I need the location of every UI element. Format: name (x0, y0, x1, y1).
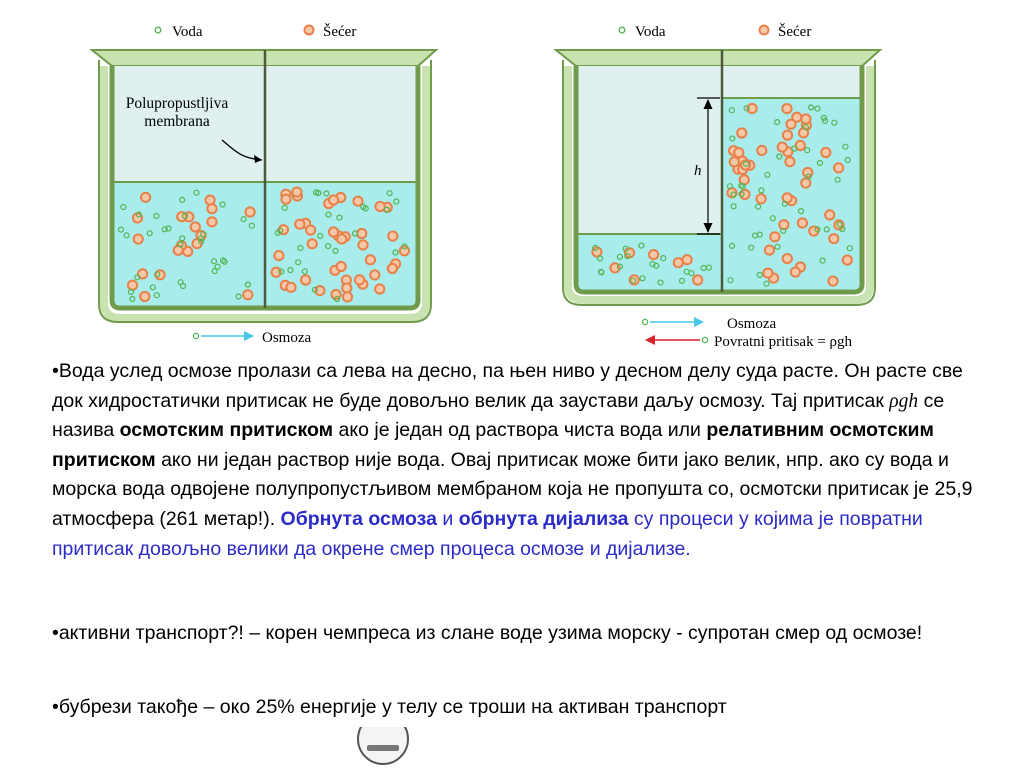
sugar-particle (783, 131, 792, 140)
rho-symbol: ρ (889, 390, 899, 412)
sugar-particle (355, 275, 364, 284)
sugar-particle (292, 188, 301, 197)
osmosis-legend-right (642, 316, 776, 332)
sugar-particle (801, 179, 810, 188)
sugar-particle (734, 148, 743, 157)
p1-text-d: ако ни један раствор није вода. Овај притисак може бити јако велик, нпр. ако су вода и морска вода одвојене полупропустљивом мембраном која не пропушта со, осмотски притисак је 25,9 атмосфера (261 метар!). (52, 448, 973, 530)
sugar-particle (370, 270, 379, 279)
term-relative-osmotic-pressure: релативним осмотским притиском (52, 419, 934, 471)
sugar-particle (207, 217, 216, 226)
p1-and: и (436, 507, 459, 530)
sugar-particle (791, 268, 800, 277)
sugar-particle (798, 218, 807, 227)
sugar-particle (342, 283, 351, 292)
legend-sugar-label: Šećer (778, 24, 812, 40)
sugar-particle (809, 227, 818, 236)
term-reverse-dialysis: обрнута дијализа (458, 507, 629, 530)
sugar-particle (843, 256, 852, 265)
sugar-particle (353, 197, 362, 206)
university-seal (357, 727, 409, 767)
membrane-label-line2: membrana (144, 113, 210, 130)
osmosis-diagram (0, 0, 1024, 355)
sugar-particle (376, 202, 385, 211)
sugar-particle (821, 148, 830, 157)
sugar-particle (295, 220, 304, 229)
sugar-particle (400, 246, 409, 255)
sugar-particle (765, 246, 774, 255)
legend-top-right (619, 23, 811, 40)
sugar-particle (763, 269, 772, 278)
sugar-particle (834, 163, 843, 172)
sugar-particle (388, 264, 397, 273)
sugar-particle (388, 232, 397, 241)
sugar-legend-dot (305, 26, 314, 35)
right-beaker (556, 50, 880, 305)
sugar-particle (782, 104, 791, 113)
water-legend-dot (155, 27, 161, 33)
sugar-particle (829, 234, 838, 243)
sugar-particle (301, 275, 310, 284)
sugar-particle (730, 157, 739, 166)
p1-text-b: се назива (52, 389, 945, 442)
sugar-particle (375, 284, 384, 293)
sugar-particle (778, 143, 787, 152)
paragraph-active-transport: •активни транспорт?! – корен чемпреса из слане воде узима морску - супротан смер од осмозе! (52, 622, 923, 644)
gh-symbol: gh (898, 390, 919, 412)
sugar-particle (343, 292, 352, 301)
sugar-particle (358, 240, 367, 249)
water-legend-dot (619, 27, 625, 33)
sugar-particle (683, 255, 692, 264)
back-pressure-legend (645, 334, 853, 350)
left-beaker (92, 50, 436, 322)
osmosis-label: Osmoza (262, 330, 312, 346)
sugar-particle (274, 251, 283, 260)
p1-text-e: су процеси у којима је повратни притисак довољно велики да окрене смер процеса осмозе и дијализе. (52, 507, 923, 560)
term-reverse-osmosis: Обрнута осмоза (280, 507, 437, 530)
sugar-particle (337, 235, 346, 244)
p1-text-c: ако је један од раствора чиста вода или (333, 419, 707, 442)
sugar-particle (649, 250, 658, 259)
sugar-particle (786, 120, 795, 129)
membrane-label-line1: Polupropustljiva (125, 95, 229, 112)
paragraph-osmotic-pressure (52, 357, 987, 564)
sugar-particle (243, 290, 252, 299)
sugar-particle (366, 255, 375, 264)
sugar-particle (785, 157, 794, 166)
sugar-particle (286, 283, 295, 292)
sugar-particle (770, 232, 779, 241)
sugar-particle (141, 193, 150, 202)
height-label: h (694, 163, 702, 179)
sugar-particle (693, 275, 702, 284)
sugar-particle (337, 262, 346, 271)
sugar-legend-dot (760, 26, 769, 35)
sugar-particle (329, 195, 338, 204)
sugar-particle (246, 207, 255, 216)
sugar-particle (308, 239, 317, 248)
sugar-particle (191, 222, 200, 231)
sugar-particle (737, 128, 746, 137)
term-osmotic-pressure: осмотским притиском (119, 419, 334, 442)
sugar-particle (825, 210, 834, 219)
right-beaker-rim (556, 50, 880, 66)
sugar-particle (801, 114, 810, 123)
paragraph-kidneys: •бубрези такође – око 25% енергије у телу се троши на активан транспорт (52, 696, 727, 718)
sugar-particle (281, 195, 290, 204)
sugar-particle (757, 146, 766, 155)
sugar-particle (828, 277, 837, 286)
legend-water-label: Voda (635, 24, 666, 40)
sugar-particle (592, 247, 601, 256)
sugar-particle (329, 227, 338, 236)
p1-text-a: •Вода услед осмозе пролази са лева на десно, па њен ниво у десном делу суда расте. Он расте све док хидростатички притисак не буде довољно велик да заустави даљу осмозу. Тај притисак (52, 360, 963, 412)
sugar-particle (128, 281, 137, 290)
sugar-particle (783, 254, 792, 263)
legend-water-label: Voda (172, 24, 203, 40)
sugar-particle (357, 229, 366, 238)
back-pressure-label: Povratni pritisak = ρgh (714, 334, 853, 350)
legend-sugar-label: Šećer (323, 24, 357, 40)
sugar-particle (134, 235, 143, 244)
osmosis-label: Osmoza (727, 316, 777, 332)
legend-top-left (155, 23, 356, 40)
sugar-particle (757, 194, 766, 203)
sugar-particle (140, 292, 149, 301)
sugar-particle (207, 204, 216, 213)
sugar-particle (306, 226, 315, 235)
osmosis-legend-left (193, 330, 311, 346)
